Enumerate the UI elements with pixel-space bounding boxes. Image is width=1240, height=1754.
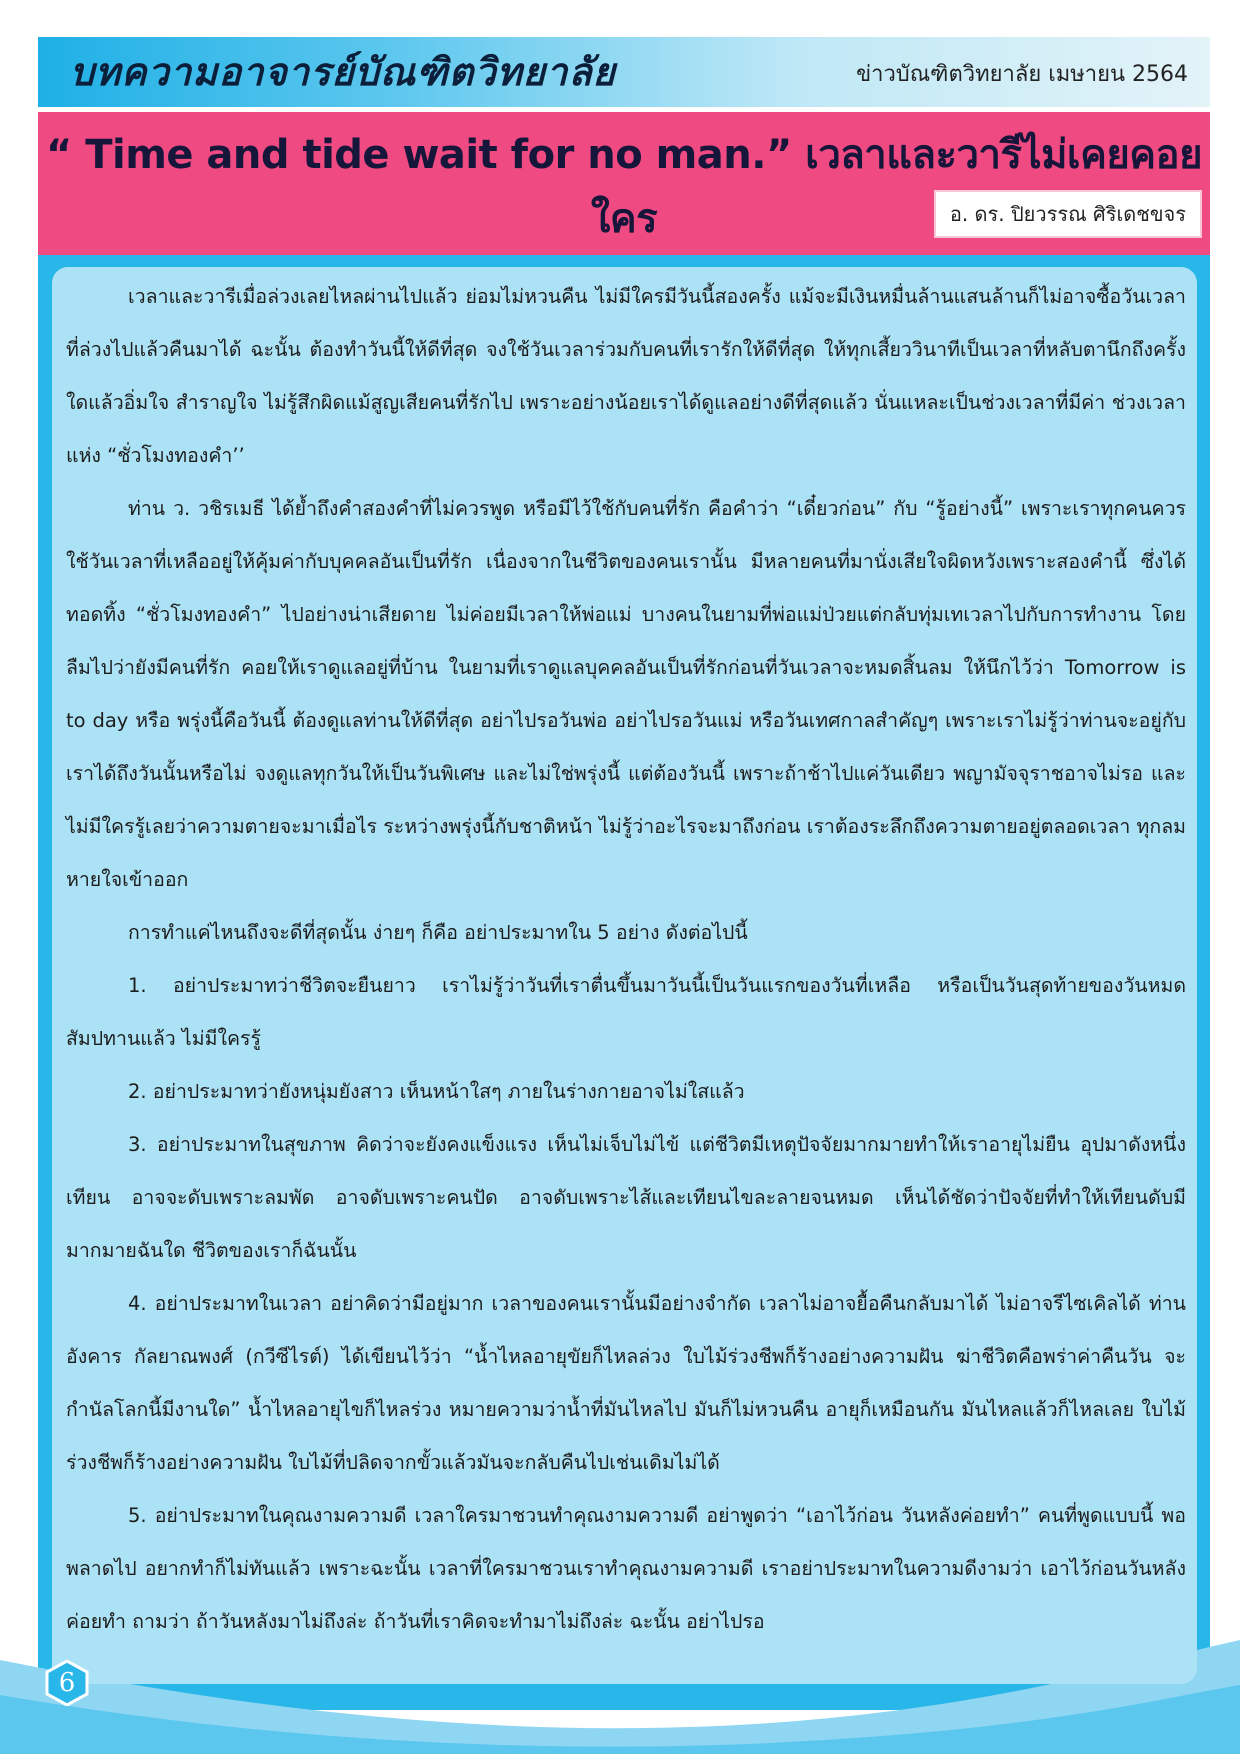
list-item: 2. อย่าประมาทว่ายังหนุ่มยังสาว เห็นหน้าใสๆ ภายในร่างกายอาจไม่ใสแล้ว <box>128 1080 745 1103</box>
page-number: 6 <box>58 1668 76 1698</box>
list-item: 1. อย่าประมาทว่าชีวิตจะยืนยาว เราไม่รู้ว่าวันที่เราตื่นขึ้นมาวันนี้เป็นวันแรกของวันที่เหลือ หรือเป็นวันสุดท้ายของวันหมดสัมปทานแล้ว ไม่มีใครรู้ <box>66 974 1186 1050</box>
list-item: 5. อย่าประมาทในคุณงามความดี เวลาใครมาชวนทำคุณงามความดี อย่าพูดว่า “เอาไว้ก่อน วันหลังค่อยทำ” คนที่พูดแบบนี้ พอพลาดไป อยากทำก็ไม่ทันแล้ว เพราะฉะนั้น เวลาที่ใครมาชวนเราทำคุณงามความดี เราอย่าประมาทในความดีงามว่า เอาไว้ก่อนวันหลังค่อยทำ ถามว่า ถ้าวันหลังมาไม่ถึงล่ะ ถ้าวันที่เราคิดจะทำมาไม่ถึงล่ะ ฉะนั้น อย่าไปรอ <box>66 1504 1186 1633</box>
issue-label: ข่าวบัณฑิตวิทยาลัย เมษายน 2564 <box>856 62 1188 87</box>
list-item: 3. อย่าประมาทในสุขภาพ คิดว่าจะยังคงแข็งแรง เห็นไม่เจ็บไม่ไข้ แต่ชีวิตมีเหตุปัจจัยมากมายทำให้เราอายุไม่ยืน อุปมาดังหนึ่งเทียน อาจจะดับเพราะลมพัด อาจดับเพราะคนปัด อาจดับเพราะไส้และเทียนไขละลายจนหมด เห็นได้ชัดว่าปัจจัยที่ทำให้เทียนดับมีมากมายฉันใด ชีวิตของเราก็ฉันนั้น <box>66 1133 1186 1262</box>
paragraph: การทำแค่ไหนถึงจะดีที่สุดนั้น ง่ายๆ ก็คือ อย่าประมาทใน 5 อย่าง ดังต่อไปนี้ <box>128 921 748 944</box>
section-title: บทความอาจารย์บัณฑิตวิทยาลัย <box>70 50 616 94</box>
article-body <box>66 270 1186 1648</box>
paragraph: ท่าน ว. วชิรเมธี ได้ย้ำถึงคำสองคำที่ไม่ควรพูด หรือมีไว้ใช้กับคนที่รัก คือคำว่า “เดี๋ยวก่อน” กับ “รู้อย่างนี้” เพราะเราทุกคนควรใช้วันเวลาที่เหลืออยู่ให้คุ้มค่ากับบุคคลอันเป็นที่รัก เนื่องจากในชีวิตของคนเรานั้น มีหลายคนที่มานั่งเสียใจผิดหวังเพราะสองคำนี้ ซึ่งได้ทอดทิ้ง “ชั่วโมงทองคำ” ไปอย่างน่าเสียดาย ไม่ค่อยมีเวลาให้พ่อแม่ บางคนในยามที่พ่อแม่ป่วยแต่กลับทุ่มเทเวลาไปกับการทำงาน โดยลืมไปว่ายังมีคนที่รัก คอยให้เราดูแลอยู่ที่บ้าน ในยามที่เราดูแลบุคคลอันเป็นที่รักก่อนที่วันเวลาจะหมดสิ้นลม ให้นึกไว้ว่า Tomorrow is to day หรือ พรุ่งนี้คือวันนี้ ต้องดูแลท่านให้ดีที่สุด อย่าไปรอวันพ่อ อย่าไปรอวันแม่ หรือวันเทศกาลสำคัญๆ เพราะเราไม่รู้ว่าท่านจะอยู่กับเราได้ถึงวันนั้นหรือไม่ จงดูแลทุกวันให้เป็นวันพิเศษ และไม่ใช่พรุ่งนี้ แต่ต้องวันนี้ เพราะถ้าช้าไปแค่วันเดียว พญามัจจุราชอาจไม่รอ และไม่มีใครรู้เลยว่าความตายจะมาเมื่อไร ระหว่างพรุ่งนี้กับชาติหน้า ไม่รู้ว่าอะไรจะมาถึงก่อน เราต้องระลึกถึงความตายอยู่ตลอดเวลา ทุกลมหายใจเข้าออก <box>66 497 1186 891</box>
paragraph: เวลาและวารีเมื่อล่วงเลยไหลผ่านไปแล้ว ย่อมไม่หวนคืน ไม่มีใครมีวันนี้สองครั้ง แม้จะมีเงินหมื่นล้านแสนล้านก็ไม่อาจซื้อวันเวลาที่ล่วงไปแล้วคืนมาได้ ฉะนั้น ต้องทำวันนี้ให้ดีที่สุด จงใช้วันเวลาร่วมกับคนที่เรารักให้ดีที่สุด ให้ทุกเสี้ยววินาทีเป็นเวลาที่หลับตานึกถึงครั้งใดแล้วอิ่มใจ สำราญใจ ไม่รู้สึกผิดแม้สูญเสียคนที่รักไป เพราะอย่างน้อยเราได้ดูแลอย่างดีที่สุดแล้ว นั่นแหละเป็นช่วงเวลาที่มีค่า ช่วงเวลาแห่ง “ชั่วโมงทองคำ’’ <box>66 285 1186 467</box>
author-byline: อ. ดร. ปิยวรรณ ศิริเดชขจร <box>934 190 1202 238</box>
article-title: “ Time and tide wait for no man.” เวลาและวารีไม่เคยคอยใคร <box>45 132 1203 242</box>
list-item: 4. อย่าประมาทในเวลา อย่าคิดว่ามีอยู่มาก เวลาของคนเรานั้นมีอย่างจำกัด เวลาไม่อาจยื้อคืนกลับมาได้ ไม่อาจรีไซเคิลได้ ท่านอังคาร กัลยาณพงศ์ (กวีซีไรต์) ได้เขียนไว้ว่า “น้ำไหลอายุขัยก็ไหลล่วง ใบไม้ร่วงชีพก็ร้างอย่างความฝัน ฆ่าชีวิตคือพร่าค่าคืนวัน จะกำนัลโลกนี้มีงานใด” น้ำไหลอายุไขก็ไหลร่วง หมายความว่าน้ำที่มันไหลไป มันก็ไม่หวนคืน อายุก็เหมือนกัน มันไหลแล้วก็ไหลเลย ใบไม้ร่วงชีพก็ร้างอย่างความฝัน ใบไม้ที่ปลิดจากขั้วแล้วมันจะกลับคืนไปเช่นเดิมไม่ได้ <box>66 1292 1186 1474</box>
